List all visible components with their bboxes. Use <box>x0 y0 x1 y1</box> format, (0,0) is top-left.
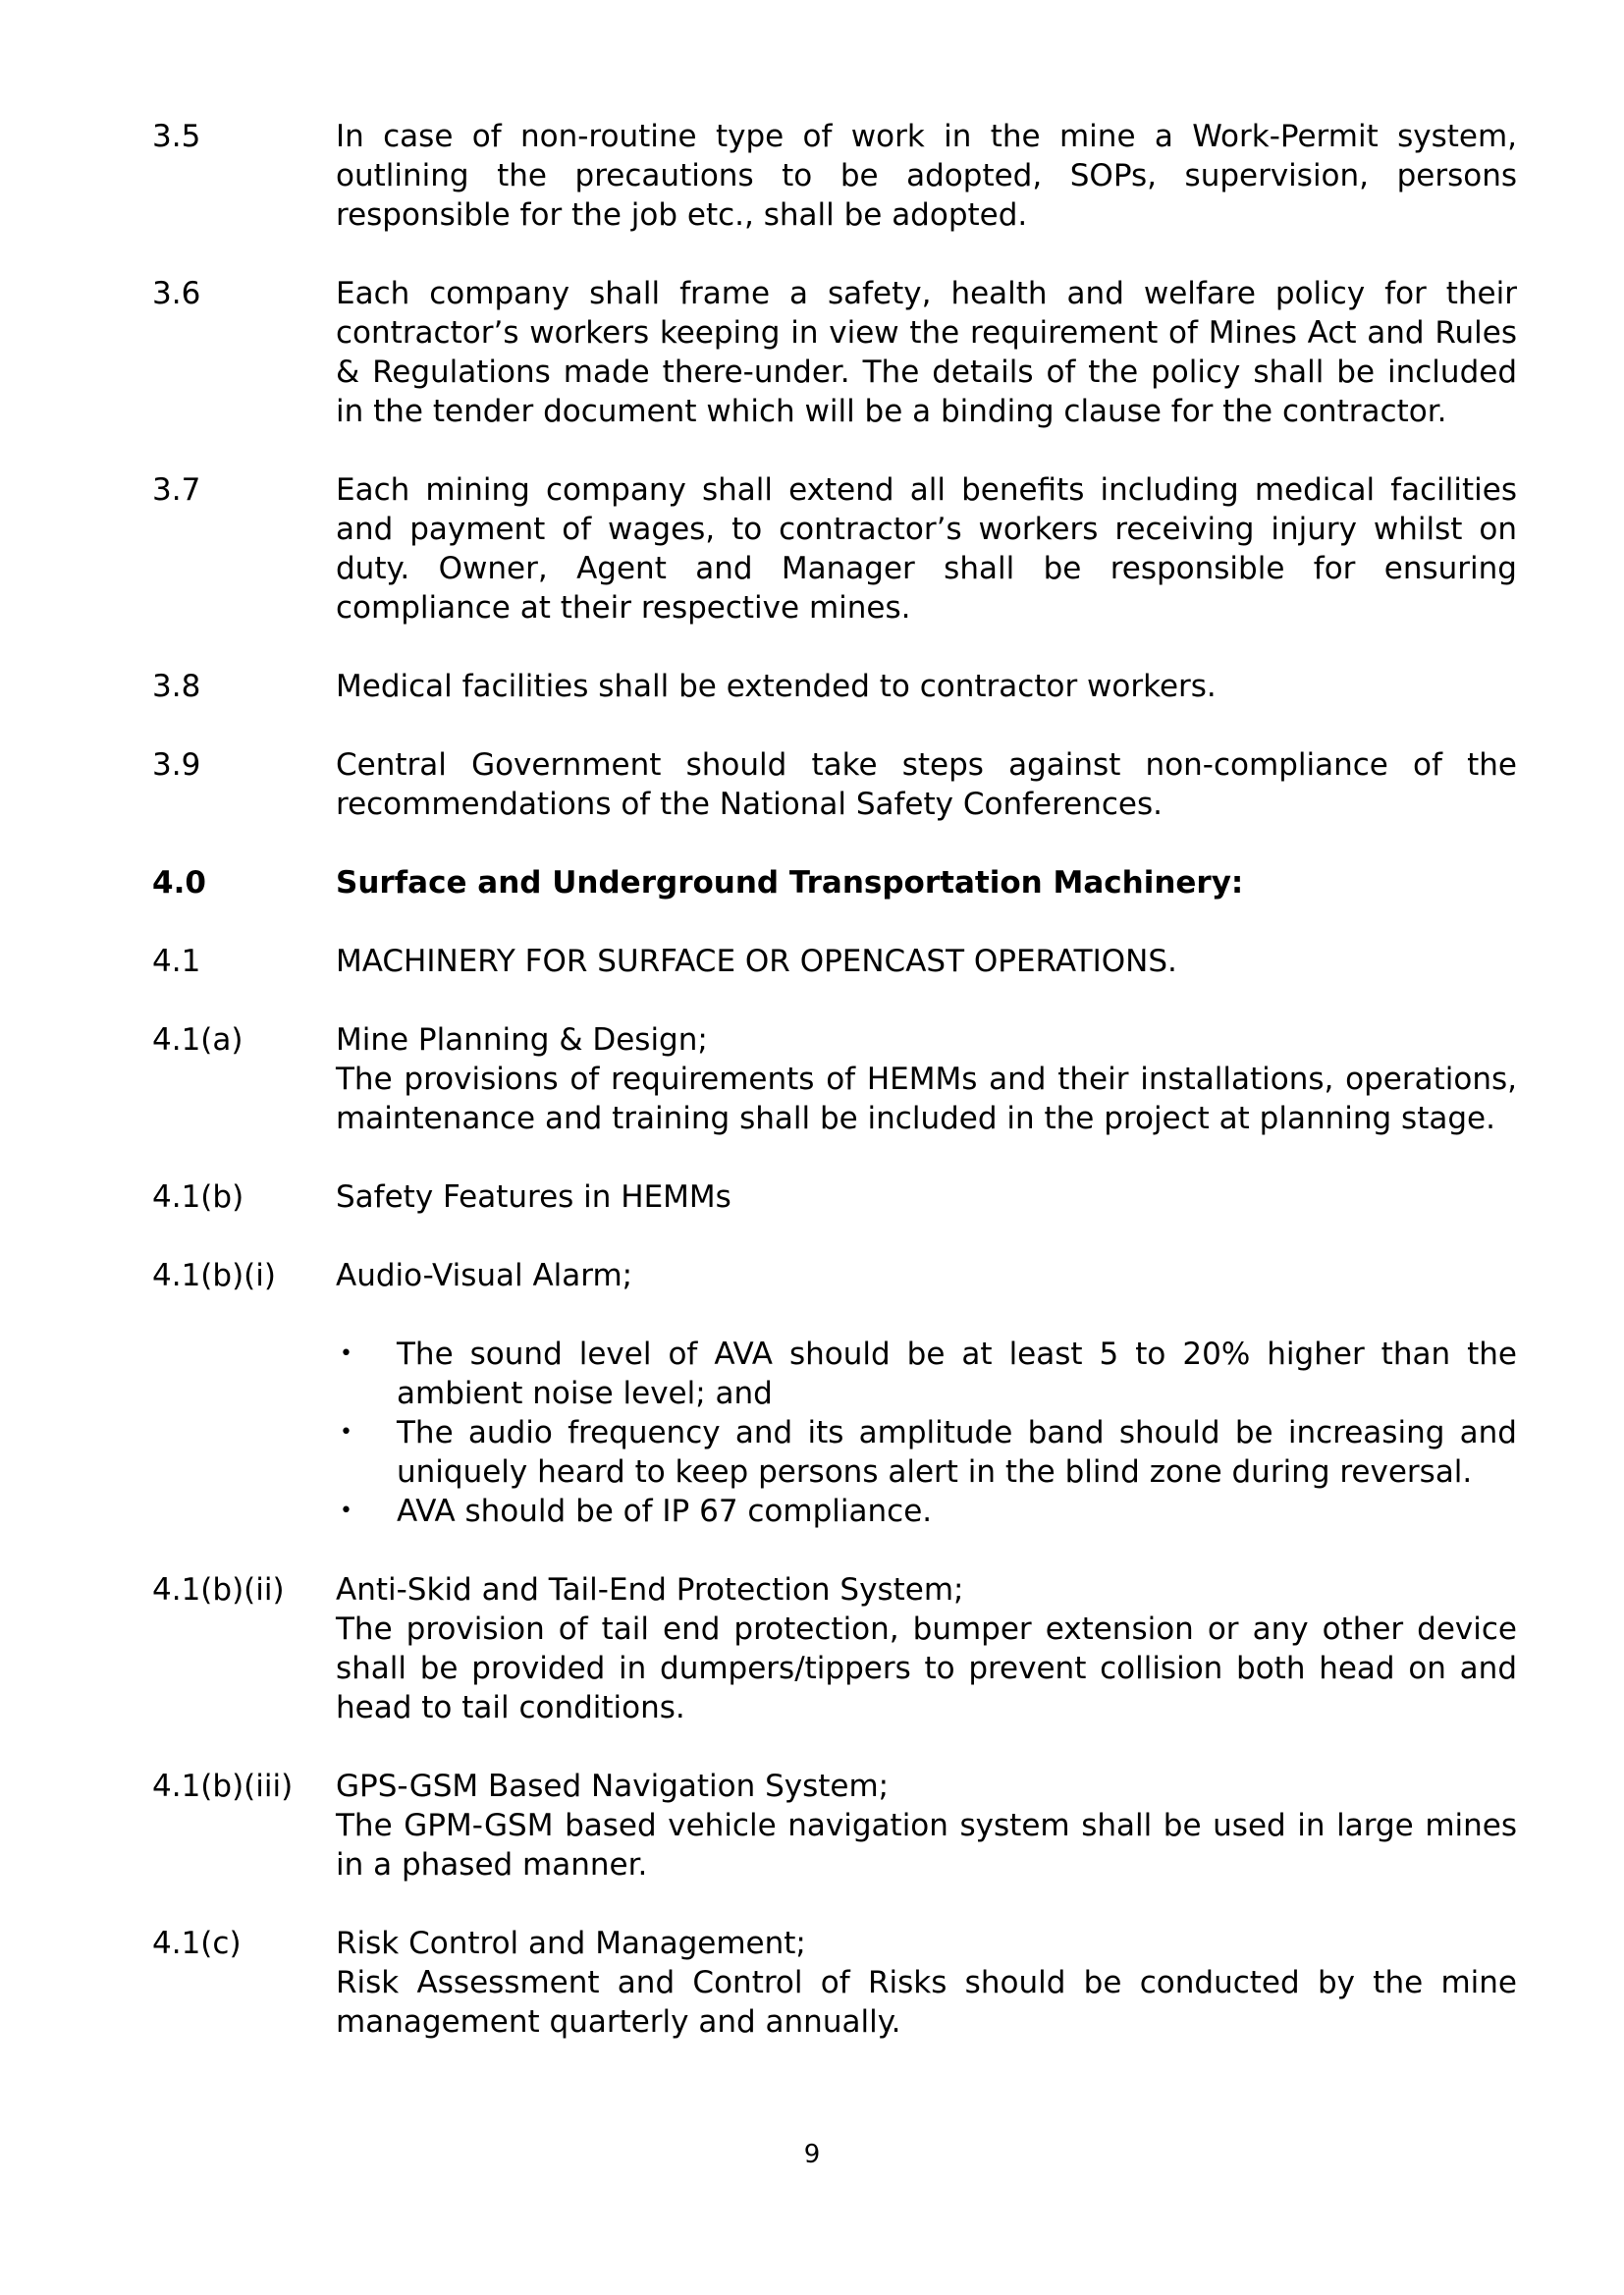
clause-number: 4.1(b)(ii) <box>152 1572 285 1608</box>
clause-3-6 <box>152 274 1517 431</box>
clause-number: 4.1(c) <box>152 1926 242 1961</box>
clause-4-1 <box>152 942 1517 981</box>
section-number: 4.0 <box>152 865 206 901</box>
clause-text: The provisions of requirements of HEMMs and their installations, operations, maintenance and training shall be included in the project at planning stage. <box>336 1062 1517 1136</box>
clause-number: 4.1(b) <box>152 1179 244 1215</box>
clause-4-1-b-ii <box>152 1570 1517 1727</box>
clause-3-7 <box>152 470 1517 628</box>
clause-text: Each mining company shall extend all benefits including medical facilities and payment of wages, to contractor’s workers receiving injury whilst on duty. Owner, Agent and Manager shall be responsible for ensuring compliance at their respective mines. <box>336 472 1517 626</box>
clause-text: Each company shall frame a safety, health and welfare policy for their contractor’s workers keeping in view the requirement of Mines Act and Rules & Regulations made there-under. The details of the policy shall be included in the tender document which will be a binding clause for the contractor. <box>336 276 1517 429</box>
clause-text: The GPM-GSM based vehicle navigation system shall be used in large mines in a phased manner. <box>336 1808 1517 1883</box>
page-number: 9 <box>803 2140 821 2169</box>
clause-heading: Mine Planning & Design; <box>336 1022 708 1058</box>
clause-content <box>336 1924 1517 2042</box>
clause-number: 4.1(a) <box>152 1022 244 1058</box>
clause-number: 4.1 <box>152 944 201 979</box>
clause-content <box>336 1767 1517 1885</box>
clause-3-9 <box>152 745 1517 824</box>
clause-heading: Risk Control and Management; <box>336 1926 806 1961</box>
clause-text: Safety Features in HEMMs <box>336 1179 731 1215</box>
ava-bullet-list <box>336 1335 1517 1531</box>
clause-4-1-a <box>152 1020 1517 1138</box>
clause-content <box>336 1020 1517 1138</box>
clause-text: MACHINERY FOR SURFACE OR OPENCAST OPERATIONS. <box>336 944 1177 979</box>
ava-bullet-block <box>152 1335 1517 1531</box>
clause-number: 3.5 <box>152 119 201 154</box>
clause-number: 4.1(b)(iii) <box>152 1769 294 1804</box>
bullet-container <box>336 1335 1517 1531</box>
section-4-0-heading <box>152 863 1517 902</box>
clause-number: 4.1(b)(i) <box>152 1258 276 1293</box>
clause-text: In case of non-routine type of work in the mine a Work-Permit system, outlining the precautions to be adopted, SOPs, supervision, persons responsible for the job etc., shall be adopted. <box>336 119 1517 233</box>
list-item <box>336 1492 1517 1531</box>
document-body <box>152 117 1517 2081</box>
clause-4-1-c <box>152 1924 1517 2042</box>
list-item <box>336 1413 1517 1492</box>
clause-number: 3.7 <box>152 472 201 508</box>
bullet-icon: • <box>340 1420 352 1445</box>
bullet-text: The sound level of AVA should be at least 5 to 20% higher than the ambient noise level; and <box>397 1337 1517 1411</box>
clause-4-1-b-iii <box>152 1767 1517 1885</box>
clause-heading: Anti-Skid and Tail-End Protection System; <box>336 1572 964 1608</box>
clause-3-8 <box>152 667 1517 706</box>
clause-text: Medical facilities shall be extended to contractor workers. <box>336 669 1217 704</box>
bullet-text: AVA should be of IP 67 compliance. <box>397 1494 933 1529</box>
clause-number: 3.6 <box>152 276 201 311</box>
clause-text: The provision of tail end protection, bumper extension or any other device shall be provided in dumpers/tippers to prevent collision both head on and head to tail conditions. <box>336 1612 1517 1725</box>
clause-4-1-b <box>152 1177 1517 1217</box>
clause-heading: GPS-GSM Based Navigation System; <box>336 1769 890 1804</box>
clause-text: Risk Assessment and Control of Risks should be conducted by the mine management quarterly and annually. <box>336 1965 1517 2040</box>
clause-4-1-b-i <box>152 1256 1517 1295</box>
clause-text: Audio-Visual Alarm; <box>336 1258 633 1293</box>
bullet-text: The audio frequency and its amplitude band should be increasing and uniquely heard to keep persons alert in the blind zone during reversal. <box>397 1415 1517 1490</box>
clause-3-5 <box>152 117 1517 235</box>
clause-text: Central Government should take steps against non-compliance of the recommendations of the National Safety Conferences. <box>336 747 1517 822</box>
section-title: Surface and Underground Transportation Machinery: <box>336 865 1244 901</box>
clause-number: 3.8 <box>152 669 201 704</box>
clause-content <box>336 1570 1517 1727</box>
clause-number: 3.9 <box>152 747 201 783</box>
bullet-icon: • <box>340 1499 352 1523</box>
bullet-icon: • <box>340 1341 352 1366</box>
list-item <box>336 1335 1517 1413</box>
